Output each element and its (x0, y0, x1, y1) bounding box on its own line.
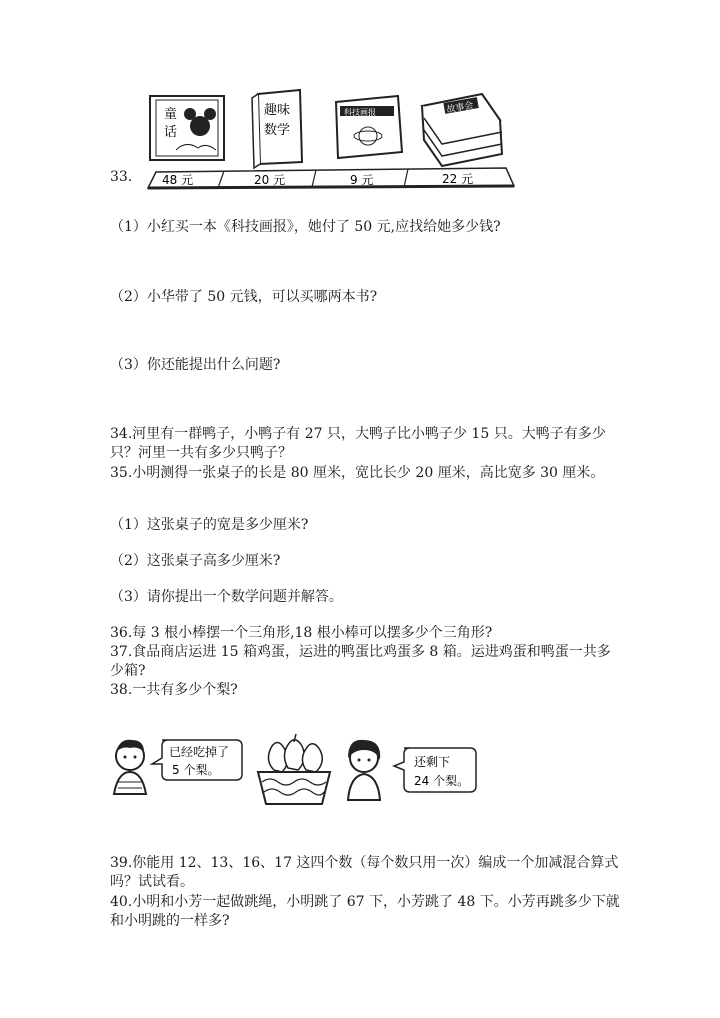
right-speech-bubble (394, 748, 476, 792)
q35-sub2: （2）这张桌子高多少厘米? (110, 553, 281, 569)
boy-figure (114, 740, 146, 794)
q33-sub1: （1）小红买一本《科技画报》，她付了 50 元,应找给她多少钱? (110, 219, 501, 235)
svg-text:数学: 数学 (264, 123, 291, 138)
price-shelf (148, 168, 514, 188)
q33-sub2: （2）小华带了 50 元钱，可以买哪两本书? (110, 289, 378, 305)
q34-text: 34.河里有一群鸭子，小鸭子有 27 只，大鸭子比小鸭子少 15 只。大鸭子有多少只？河里一共有多少只鸭子？ (110, 426, 606, 461)
q35-text: 35.小明测得一张桌子的长是 80 厘米，宽比长少 20 厘米，高比宽多 30 厘米。 (110, 465, 605, 481)
svg-text:话: 话 (164, 125, 178, 140)
book-sci-tech (336, 96, 402, 158)
price-book-4: 22 元 (442, 172, 474, 186)
pear-basket (258, 734, 330, 804)
price-book-2: 20 元 (254, 173, 286, 187)
svg-text:趣味: 趣味 (264, 103, 291, 118)
q35-sub1: （1）这张桌子的宽是多少厘米? (110, 517, 309, 533)
price-book-3: 9 元 (350, 173, 374, 187)
price-book-1: 48 元 (162, 173, 194, 187)
girl-figure (348, 740, 380, 800)
svg-text:已经吃掉了: 已经吃掉了 (169, 745, 230, 759)
svg-text:科技画报: 科技画报 (344, 108, 376, 117)
q35-sub3: （3）请你提出一个数学问题并解答。 (110, 589, 343, 605)
book-fun-math (252, 90, 302, 168)
q33-sub3: （3）你还能提出什么问题? (110, 357, 281, 373)
left-speech-bubble (152, 740, 242, 780)
q37-text: 37.食品商店运进 15 箱鸡蛋，运进的鸭蛋比鸡蛋多 8 箱。运进鸡蛋和鸭蛋一共多少箱? (110, 644, 611, 679)
books-illustration (126, 88, 536, 198)
svg-text:还剩下: 还剩下 (414, 755, 451, 769)
q33-number: 33. (110, 169, 133, 185)
q40-text: 40.小明和小芳一起做跳绳，小明跳了 67 下，小芳跳了 48 下。小芳再跳多少下就和小明跳的一样多? (110, 894, 620, 929)
q38-text: 38.一共有多少个梨? (110, 682, 238, 698)
q39-text: 39.你能用 12、13、16、17 这四个数（每个数只用一次）编成一个加减混合算式吗？试试看。 (110, 855, 619, 890)
book-fairy-tales (150, 96, 224, 160)
svg-text:5 个梨。: 5 个梨。 (172, 763, 220, 777)
svg-text:24 个梨。: 24 个梨。 (414, 774, 470, 788)
svg-text:故事会: 故事会 (445, 100, 475, 116)
q36-text: 36.每 3 根小棒摆一个三角形,18 根小棒可以摆多少个三角形? (110, 625, 493, 641)
book-stack-story (422, 94, 502, 166)
svg-text:童: 童 (164, 107, 178, 122)
pears-illustration (108, 730, 488, 810)
